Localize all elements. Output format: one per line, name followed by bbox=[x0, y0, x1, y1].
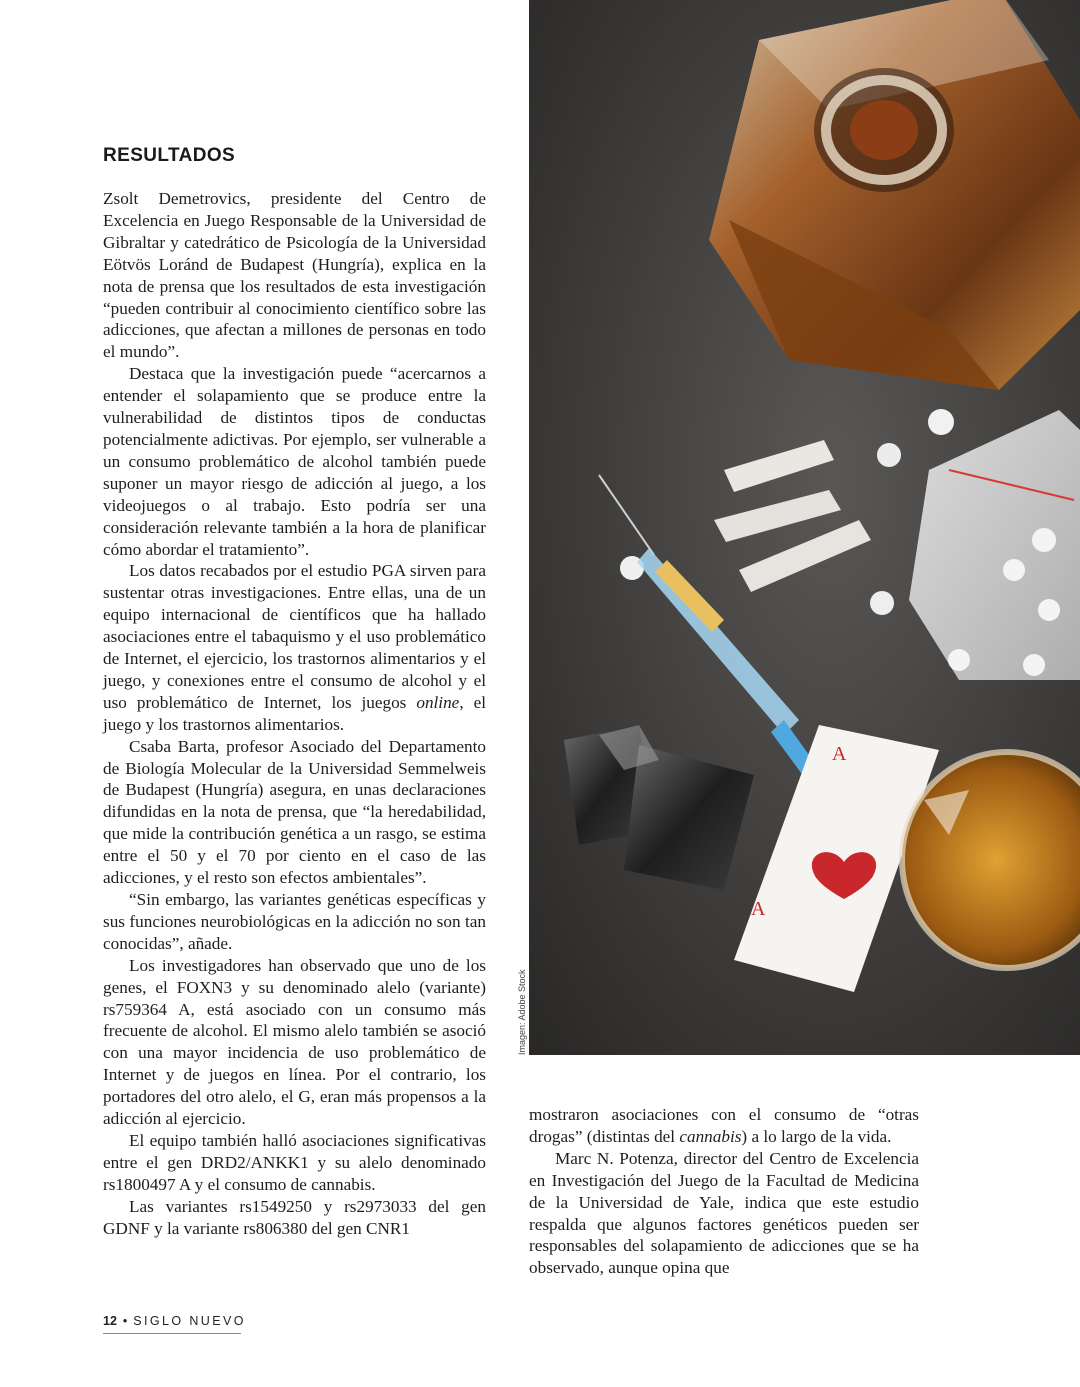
italic-term: cannabis bbox=[679, 1126, 742, 1146]
paragraph bbox=[103, 363, 486, 560]
paragraph bbox=[103, 1130, 486, 1196]
paragraph bbox=[103, 736, 486, 889]
paragraph-text: , el juego y los trastornos alimentarios. bbox=[103, 692, 486, 734]
paragraph bbox=[529, 1104, 919, 1148]
svg-text:A: A bbox=[832, 743, 847, 765]
article-column-right bbox=[529, 1104, 919, 1279]
footer-separator: • bbox=[122, 1314, 128, 1328]
paragraph bbox=[529, 1148, 919, 1279]
addiction-still-life-illustration bbox=[529, 0, 1080, 1055]
paragraph-text: Las variantes rs1549250 y rs2973033 del gen GDNF y la variante rs806380 del gen CNR1 bbox=[103, 1196, 486, 1238]
paragraph bbox=[103, 1196, 486, 1240]
italic-term: online bbox=[416, 692, 460, 712]
paragraph-text: “Sin embargo, las variantes genéticas específicas y sus funciones neurobiológicas en la adicción no son tan conocidas”, añade. bbox=[103, 890, 486, 953]
whisky-glass bbox=[902, 752, 1080, 968]
paragraph bbox=[103, 889, 486, 955]
paragraph bbox=[103, 188, 486, 363]
paragraph bbox=[103, 560, 486, 735]
magazine-name: SIGLO NUEVO bbox=[133, 1314, 246, 1328]
image-credit: Imagen: Adobe Stock bbox=[517, 969, 527, 1055]
paragraph-text: Marc N. Potenza, director del Centro de Excelencia en Investigación del Juego de la Facultad de Medicina de la Universidad de Yale, indica que este estudio respalda que algunos factores genéticos pueden ser responsables del solapamiento de adicciones que se ha observado, aunque opina que bbox=[529, 1148, 919, 1278]
section-heading: RESULTADOS bbox=[103, 145, 236, 166]
paragraph bbox=[103, 955, 486, 1130]
paragraph-text: ) a lo largo de la vida. bbox=[741, 1126, 892, 1146]
page-number: 12 bbox=[103, 1314, 117, 1328]
paragraph-text: Los datos recabados por el estudio PGA sirven para sustentar otras investigaciones. Entre ellas, una de un equipo internacional de científicos que ha hallado asociaciones entre el tabaquismo y el uso problemático de Internet, el ejercicio, los trastornos alimentarios y el juego, y conexiones entre el consumo de alcohol y el uso problemático de Internet, los juegos bbox=[103, 561, 486, 712]
article-photo bbox=[529, 0, 1080, 1055]
paragraph-text: Zsolt Demetrovics, presidente del Centro de Excelencia en Juego Responsable de la Universidad de Gibraltar y catedrático de Psicología de la Universidad Eötvös Loránd de Budapest (Hungría), explica en la nota de prensa que los resultados de esta investigación “pueden contribuir al conocimiento científico sobre las adicciones, que afectan a millones de personas en todo el mundo”. bbox=[103, 189, 486, 362]
article-column-left bbox=[103, 188, 486, 1240]
svg-text:A: A bbox=[751, 898, 766, 920]
paragraph-text: Csaba Barta, profesor Asociado del Departamento de Biología Molecular de la Universidad Semmelweis de Budapest (Hungría) asegura, en unas declaraciones difundidas en la nota de prensa, que “la heredabilidad, que mide la contribución genética a un rasgo, se estima entre el 50 y el 70 por ciento en el caso de las adicciones, y el resto son efectos ambientales”. bbox=[103, 736, 486, 888]
paragraph-text: mostraron asociaciones con el consumo de “otras drogas” (distintas del bbox=[529, 1105, 919, 1146]
page-footer bbox=[103, 1314, 246, 1334]
paragraph-text: Los investigadores han observado que uno de los genes, el FOXN3 y su denominado alelo (variante) rs759364 A, está asociado con un consumo más frecuente de alcohol. El mismo alelo también se asoció con una mayor incidencia de uso problemático de Internet y de juegos en línea. Por el contrario, los portadores del otro alelo, el G, eran más propensos a la adicción al ejercicio. bbox=[103, 955, 486, 1129]
paragraph-text: El equipo también halló asociaciones significativas entre el gen DRD2/ANKK1 y su alelo denominado rs1800497 A y el consumo de cannabis. bbox=[103, 1130, 486, 1194]
paragraph-text: Destaca que la investigación puede “acercarnos a entender el solapamiento que se produce entre la vulnerabilidad de distintos tipos de conductas potencialmente adictivas. Por ejemplo, ser vulnerable a un consumo problemático de alcohol también puede suponer un mayor riesgo de adicción al juego, a los videojuegos o al trabajo. Esto podría ser una consideración relevante también a la hora de planificar cómo abordar el tratamiento”. bbox=[103, 364, 486, 559]
